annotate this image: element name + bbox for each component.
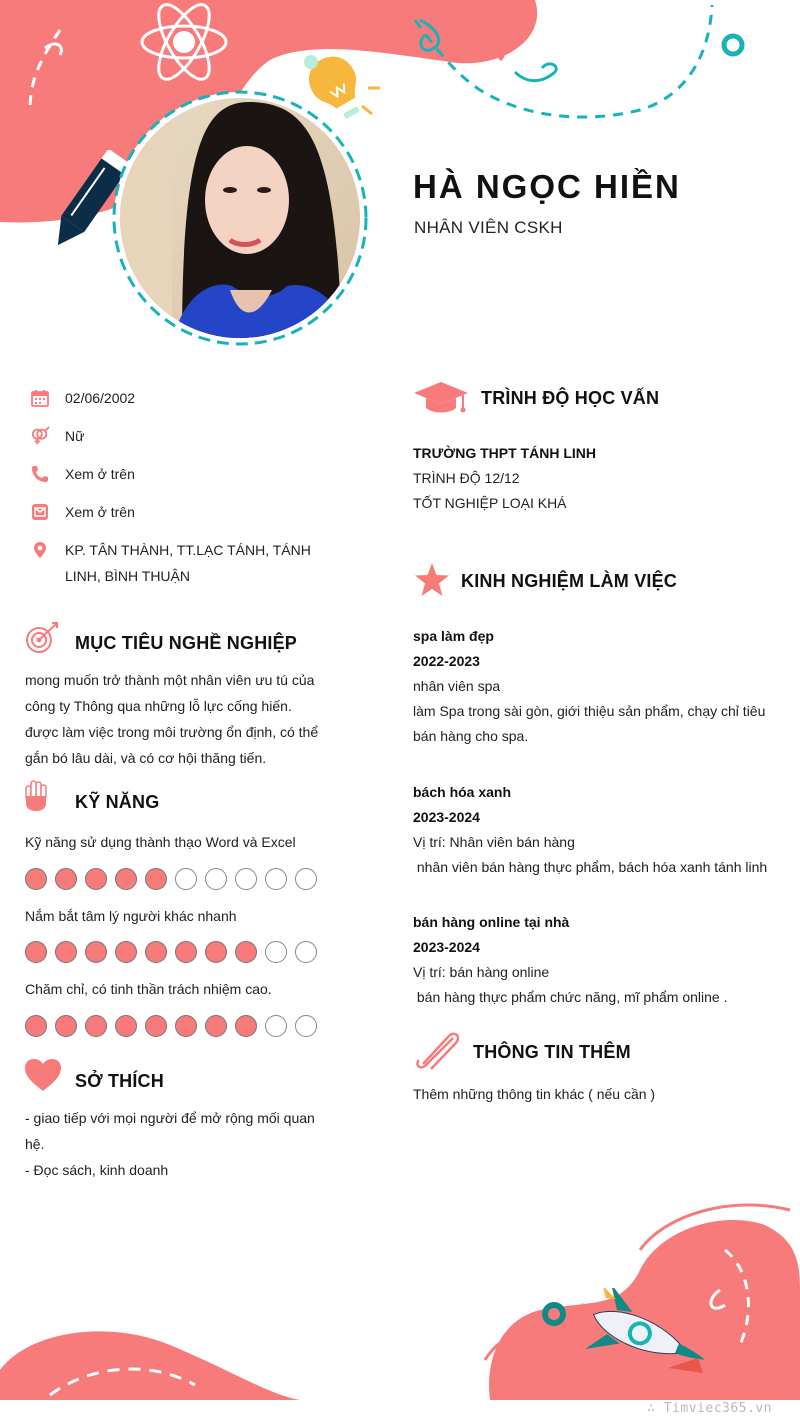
- rating-dot-empty: [265, 941, 287, 963]
- job-title: NHÂN VIÊN CSKH: [414, 218, 563, 237]
- watermark-text: ∴ Timviec365.vn: [647, 1401, 772, 1416]
- experience-desc: làm Spa trong sài gòn, giới thiệu sản phẩm, chạy chỉ tiêu bán hàng cho spa.: [413, 703, 766, 744]
- rating-dot-empty: [265, 1015, 287, 1037]
- hobby-item: - giao tiếp với mọi người để mở rộng mối quan hệ.: [25, 1110, 315, 1152]
- address-value: KP. TÂN THÀNH, TT.LẠC TÁNH, TÁNH LINH, BÌNH THUẬN: [65, 542, 311, 584]
- education-level: TRÌNH ĐỘ 12/12: [413, 470, 520, 486]
- experience-role: Vị trí: bán hàng online: [413, 964, 550, 980]
- rating-dot-filled: [175, 941, 197, 963]
- rating-dot-filled: [115, 941, 137, 963]
- rating-dot-filled: [25, 868, 47, 890]
- rating-dot-filled: [145, 1015, 167, 1037]
- experience-company: bách hóa xanh: [413, 784, 512, 800]
- profile-photo: [112, 90, 368, 346]
- experience-role: nhân viên spa: [413, 678, 501, 694]
- rating-dot-empty: [235, 868, 257, 890]
- education-grade: TỐT NGHIỆP LOẠI KHÁ: [413, 495, 567, 511]
- dob-row: [30, 388, 325, 411]
- phone-icon: [30, 464, 50, 484]
- rating-dot-empty: [175, 868, 197, 890]
- star-icon: [413, 562, 451, 598]
- gender-value: Nữ: [65, 428, 85, 444]
- heart-icon: [24, 1058, 62, 1092]
- extra-title: THÔNG TIN THÊM: [473, 1042, 631, 1062]
- rating-dot-filled: [235, 941, 257, 963]
- skill-label: Nắm bắt tâm lý người khác nhanh: [25, 908, 237, 924]
- experience-title: KINH NGHIỆM LÀM VIỆC: [461, 571, 678, 591]
- objective-title: MỤC TIÊU NGHỀ NGHIỆP: [75, 633, 298, 653]
- experience-role: Vị trí: Nhân viên bán hàng: [413, 834, 575, 850]
- experience-item: [413, 780, 778, 880]
- rating-dot-empty: [295, 1015, 317, 1037]
- gender-row: [30, 426, 325, 449]
- rating-dot-filled: [55, 941, 77, 963]
- hand-icon: [24, 780, 48, 812]
- rating-dot-filled: [115, 1015, 137, 1037]
- location-icon: [30, 540, 50, 560]
- rating-dot-filled: [205, 941, 227, 963]
- hobbies-title: SỞ THÍCH: [75, 1071, 164, 1091]
- paperclip-icon: [415, 1030, 461, 1072]
- target-icon: [24, 621, 60, 655]
- skill-rating: [25, 868, 317, 890]
- skill-rating: [25, 941, 317, 963]
- rating-dot-filled: [205, 1015, 227, 1037]
- email-row: [30, 502, 325, 525]
- experience-desc: bán hàng thực phẩm chức năng, mĩ phẩm online .: [413, 989, 728, 1005]
- experience-period: 2022-2023: [413, 653, 480, 669]
- email-icon: [30, 502, 50, 522]
- skill-label: Kỹ năng sử dụng thành thạo Word và Excel: [25, 834, 296, 850]
- rating-dot-filled: [235, 1015, 257, 1037]
- rating-dot-filled: [85, 868, 107, 890]
- email-value: Xem ở trên: [65, 504, 135, 520]
- rating-dot-filled: [25, 941, 47, 963]
- rating-dot-filled: [55, 1015, 77, 1037]
- rating-dot-empty: [295, 868, 317, 890]
- candidate-name: HÀ NGỌC HIỀN: [413, 168, 681, 205]
- phone-value: Xem ở trên: [65, 466, 135, 482]
- rating-dot-filled: [145, 868, 167, 890]
- experience-item: [413, 910, 778, 1010]
- objective-text: mong muốn trở thành một nhân viên ưu tú của công ty Thông qua những lỗ lực cống hiến. được làm việc trong môi trường ổn định, có thể gắn bó lâu dài, và có cơ hội thăng tiến.: [25, 672, 319, 766]
- experience-period: 2023-2024: [413, 939, 480, 955]
- experience-desc: nhân viên bán hàng thực phẩm, bách hóa xanh tánh linh: [413, 859, 768, 875]
- gender-icon: [30, 426, 50, 446]
- address-row: [30, 540, 325, 589]
- education-school: TRƯỜNG THPT TÁNH LINH: [413, 445, 596, 461]
- rating-dot-filled: [55, 868, 77, 890]
- education-title: TRÌNH ĐỘ HỌC VẤN: [481, 388, 660, 408]
- rating-dot-empty: [205, 868, 227, 890]
- experience-item: [413, 624, 778, 749]
- experience-company: spa làm đẹp: [413, 628, 494, 644]
- skill-label: Chăm chỉ, có tinh thần trách nhiệm cao.: [25, 981, 272, 997]
- dob-value: 02/06/2002: [65, 390, 136, 406]
- extra-text: Thêm những thông tin khác ( nếu cần ): [413, 1086, 656, 1102]
- rating-dot-filled: [115, 868, 137, 890]
- graduation-cap-icon: [413, 381, 469, 415]
- calendar-icon: [30, 388, 50, 408]
- phone-row: [30, 464, 325, 487]
- rating-dot-filled: [145, 941, 167, 963]
- rating-dot-empty: [265, 868, 287, 890]
- rocket-icon: [538, 1288, 718, 1388]
- rating-dot-filled: [85, 1015, 107, 1037]
- rating-dot-filled: [175, 1015, 197, 1037]
- skill-rating: [25, 1015, 317, 1037]
- education-details: [413, 441, 773, 516]
- hobby-item: - Đọc sách, kinh doanh: [25, 1162, 169, 1178]
- skills-title: KỸ NĂNG: [75, 792, 160, 812]
- rating-dot-empty: [295, 941, 317, 963]
- experience-period: 2023-2024: [413, 809, 480, 825]
- rating-dot-filled: [85, 941, 107, 963]
- rating-dot-filled: [25, 1015, 47, 1037]
- atom-icon: [138, 2, 230, 84]
- experience-company: bán hàng online tại nhà: [413, 914, 570, 930]
